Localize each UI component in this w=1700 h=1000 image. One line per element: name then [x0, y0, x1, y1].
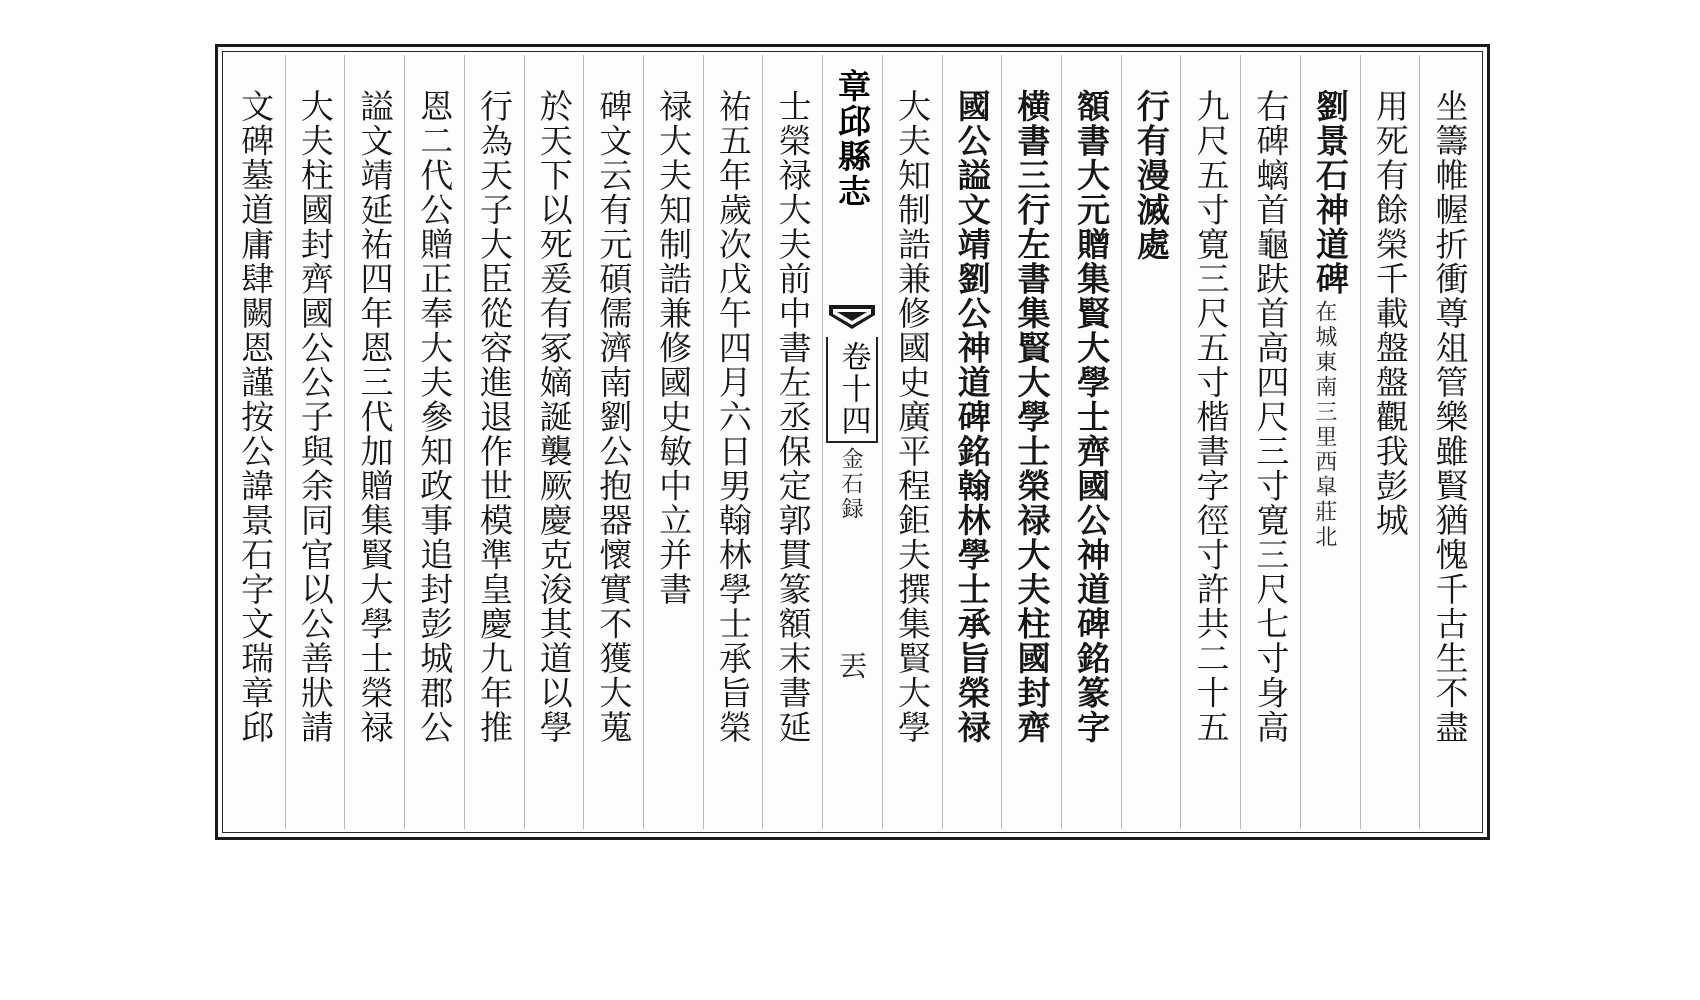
text-column-16: [464, 55, 524, 829]
text-column-9: [942, 55, 1002, 829]
book-title: 章邱縣志: [832, 69, 872, 209]
text-column-19: [285, 55, 345, 829]
text-column-5: [1180, 55, 1240, 829]
text-column-10: [882, 55, 942, 829]
column-text: 謚文靖延祐四年恩三代加贈集賢大學士榮禄: [355, 89, 395, 745]
text-column-17: [404, 55, 464, 829]
column-text: 行有漫滅處: [1131, 89, 1171, 262]
column-text: 行為天子大臣從容進退作世模準皇慶九年推: [474, 89, 514, 745]
column-text: 横書三行左書集賢大學士榮禄大夫柱國封齊: [1012, 89, 1052, 745]
text-column-18: [344, 55, 404, 829]
location-note: 在城東南三里西皐莊北: [1311, 300, 1337, 550]
column-text: 坐籌帷幄折衝尊俎管樂雖賢猶愧千古生不盡: [1430, 89, 1470, 745]
text-column-13: [643, 55, 703, 829]
text-column-20: [226, 55, 285, 829]
fishtail-ornament-icon: [829, 305, 875, 331]
column-text: 碑文云有元碩儒濟南劉公抱器懷實不獲大蒐: [594, 89, 634, 745]
column-text: 用死有餘榮千載盤盤觀我彭城: [1370, 89, 1410, 538]
text-column-15: [524, 55, 584, 829]
column-text: 九尺五寸寛三尺五寸楷書字徑寸許共二十五: [1191, 89, 1231, 745]
column-text: 文碑墓道庸肆闕恩謹按公諱景石字文瑞章邱: [236, 89, 276, 745]
text-column-3: [1300, 55, 1360, 829]
column-text: 大夫柱國封齊國公公子與余同官以公善狀請: [295, 89, 335, 745]
section-label: 金石録: [838, 447, 864, 522]
text-column-12: [703, 55, 763, 829]
column-text: 士榮禄大夫前中書左丞保定郭貫篆額末書延: [773, 89, 813, 745]
text-columns: [226, 55, 1479, 829]
text-column-1: [1419, 55, 1479, 829]
text-column-6: [1121, 55, 1181, 829]
text-column-2: [1360, 55, 1420, 829]
inscription-title: 劉景石神道碑: [1311, 89, 1351, 296]
text-column-4: [1240, 55, 1300, 829]
book-page: [215, 44, 1490, 840]
column-text: 額書大元贈集賢大學士齊國公神道碑銘篆字: [1072, 89, 1112, 745]
column-text: 恩二代公贈正奉大夫參知政事追封彭城郡公: [415, 89, 455, 745]
center-fold-banner: [822, 55, 882, 829]
column-text: 於天下以死爰有冢嫡誕襲厥慶克浚其道以學: [534, 89, 574, 745]
text-column-11: [762, 55, 822, 829]
volume-label: 卷十四: [826, 337, 878, 443]
page-number: 丟: [835, 651, 869, 682]
text-column-8: [1001, 55, 1061, 829]
column-text: 祐五年歲次戊午四月六日男翰林學士承旨榮: [713, 89, 753, 745]
column-text: 右碑螭首龜趺首高四尺三寸寛三尺七寸身高: [1251, 89, 1291, 745]
column-text: 大夫知制誥兼修國史廣平程鉅夫撰集賢大學: [893, 89, 932, 745]
text-column-7: [1061, 55, 1121, 829]
column-text: 禄大夫知制誥兼修國史敏中立并書: [654, 89, 694, 607]
column-text: 國公謚文靖劉公神道碑銘翰林學士承旨榮禄: [952, 89, 992, 745]
text-column-14: [583, 55, 643, 829]
